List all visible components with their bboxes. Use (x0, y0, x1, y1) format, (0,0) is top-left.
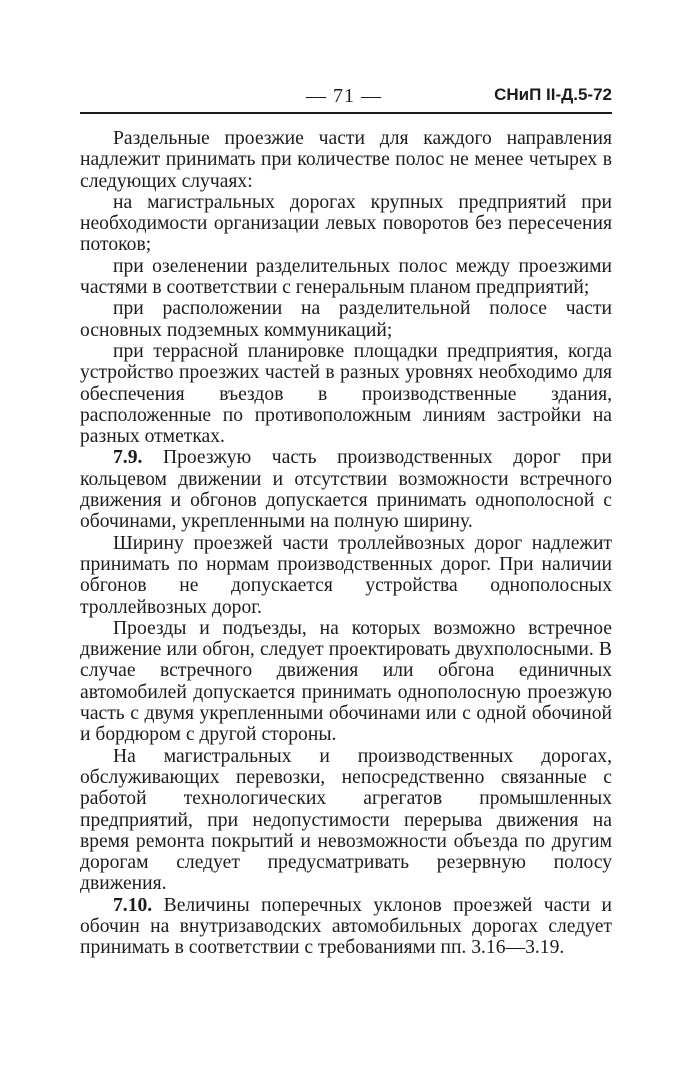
document-code: СНиП II-Д.5-72 (494, 85, 612, 104)
paragraph-text: Проезжую часть производственных дорог при кольцевом движении и отсутствии возможности встречного движения и обгонов допускается принимать однополосной с обочинами, укрепленными на полную ширину. (80, 447, 612, 533)
paragraph-text: на магистральных дорогах крупных предприятий при необходимости организации левых поворотов без пересечения потоков; (80, 191, 612, 256)
page-header (80, 82, 612, 110)
paragraph-text: Величины поперечных уклонов проезжей части и обочин на внутризаводских автомобильных дорогах следует принимать в соответствии с требованиями пп. 3.16—3.19. (80, 894, 612, 959)
paragraph (80, 533, 612, 618)
paragraph-text: при расположении на разделительной полосе части основных подземных коммуникаций; (80, 298, 612, 341)
paragraph (80, 895, 612, 959)
paragraph (80, 192, 612, 256)
paragraph-text: Проезды и подъезды, на которых возможно встречное движение или обгон, следует проектировать двухполосными. В случае встречного движения или обгона единичных автомобилей допускается принимать однополосную проезжую часть с двумя укрепленными обочинами или с одной обочиной и бордюром с другой стороны. (80, 617, 612, 746)
paragraph (80, 128, 612, 192)
paragraph-text: На магистральных и производственных дорогах, обслуживающих перевозки, непосредственно связанные с работой технологических агрегатов промышленных предприятий, при недопустимости перерыва движения на время ремонта покрытий и невозможности объезда по другим дорогам следует предусматривать резервную полосу движения. (80, 745, 612, 895)
paragraph (80, 256, 612, 299)
paragraph (80, 298, 612, 341)
paragraph-text: при озеленении разделительных полос между проезжими частями в соответствии с генеральным планом предприятий; (80, 255, 612, 299)
paragraph-text: при террасной планировке площадки предприятия, когда устройство проезжих частей в разных уровнях необходимо для обеспечения въездов в производственные здания, расположенные по противоположным линиям застройки на разных отметках. (80, 340, 612, 448)
body-text (80, 128, 612, 959)
paragraph-text: Ширину проезжей части троллейвозных дорог надлежит принимать по нормам производственных дорог. При наличии обгонов не допускается устройства однополосных троллейвозных дорог. (80, 532, 612, 618)
paragraph (80, 341, 612, 447)
paragraph (80, 447, 612, 532)
clause-number: 7.9. (113, 447, 143, 469)
paragraph-text: Раздельные проезжие части для каждого направления надлежит принимать при количестве полос не менее четырех в следующих случаях: (80, 128, 612, 192)
paragraph (80, 618, 612, 746)
page-number: — 71 — (306, 85, 382, 107)
clause-number: 7.10. (113, 894, 153, 916)
header-rule (80, 112, 612, 114)
paragraph (80, 746, 612, 895)
